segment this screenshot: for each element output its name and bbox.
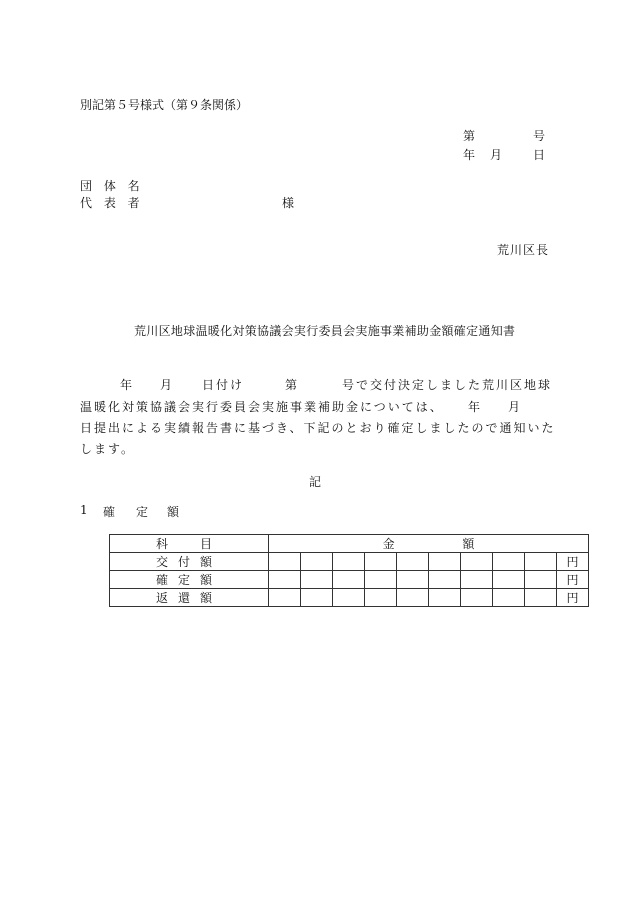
row-label: 返還額 [110,589,269,607]
digit-cell [269,589,301,607]
digit-cell [461,553,493,571]
section-1-number: 1 [80,503,88,517]
body-month: 月 [160,378,175,392]
row-label: 交付額 [110,553,269,571]
digit-cell [333,571,365,589]
digit-cell [429,553,461,571]
table-row [110,589,589,607]
digit-cell [525,571,557,589]
form-title: 別記第５号様式（第９条関係） [80,98,249,112]
digit-cell [397,589,429,607]
digit-cell [461,571,493,589]
section-1-char-1: 確 [103,505,116,519]
digit-cell [365,589,397,607]
digit-cell [461,589,493,607]
document-title: 荒川区地球温暖化対策協議会実行委員会実施事業補助金額確定通知書 [134,324,516,338]
digit-cell [301,589,333,607]
digit-cell [365,571,397,589]
header-amount [269,535,589,553]
date-month: 月 [490,148,503,162]
digit-cell [493,571,525,589]
row-label: 確定額 [110,571,269,589]
number-dai: 第 [463,129,476,143]
body-line-2-year: 年 [468,400,483,414]
digit-cell [525,589,557,607]
body-date-suffix: 日付け [202,378,245,392]
representative-label: 代 表 者 [80,196,144,210]
digit-cell [333,553,365,571]
digit-cell [397,571,429,589]
amount-table [109,534,589,607]
ki-heading: 記 [309,475,322,489]
date-day: 日 [533,148,546,162]
digit-cell [525,553,557,571]
digit-cell [429,589,461,607]
organization-name-label: 団 体 名 [80,179,144,193]
digit-cell [493,589,525,607]
digit-cell [301,571,333,589]
section-1-char-3: 額 [167,505,180,519]
digit-cell [397,553,429,571]
digit-cell [493,553,525,571]
digit-cell [269,571,301,589]
date-year: 年 [463,148,476,162]
unit-yen: 円 [557,553,589,571]
body-line-2-month: 月 [508,400,523,414]
table-row [110,571,589,589]
digit-cell [301,553,333,571]
body-number-dai: 第 [285,378,300,392]
digit-cell [429,571,461,589]
section-1-char-2: 定 [136,505,149,519]
digit-cell [333,589,365,607]
body-line-3: 日提出による実績報告書に基づき、下記のとおり確定しましたので通知いた [80,421,556,435]
body-year: 年 [120,378,135,392]
body-line-2-main: 温暖化対策協議会実行委員会実施事業補助金については、 [80,400,444,414]
honorific-sama: 様 [282,196,295,210]
header-item: 科 目 [110,535,269,553]
body-line-1-rest: 号で交付決定しました荒川区地球 [342,378,553,392]
table-header-row [110,535,589,553]
header-amount-gaku: 額 [462,537,475,551]
unit-yen: 円 [557,571,589,589]
issuer-name: 荒川区長 [497,243,550,257]
table-row [110,553,589,571]
digit-cell [365,553,397,571]
number-go: 号 [533,129,546,143]
header-amount-kin: 金 [382,537,395,551]
unit-yen: 円 [557,589,589,607]
digit-cell [269,553,301,571]
body-line-4: します。 [80,442,136,456]
